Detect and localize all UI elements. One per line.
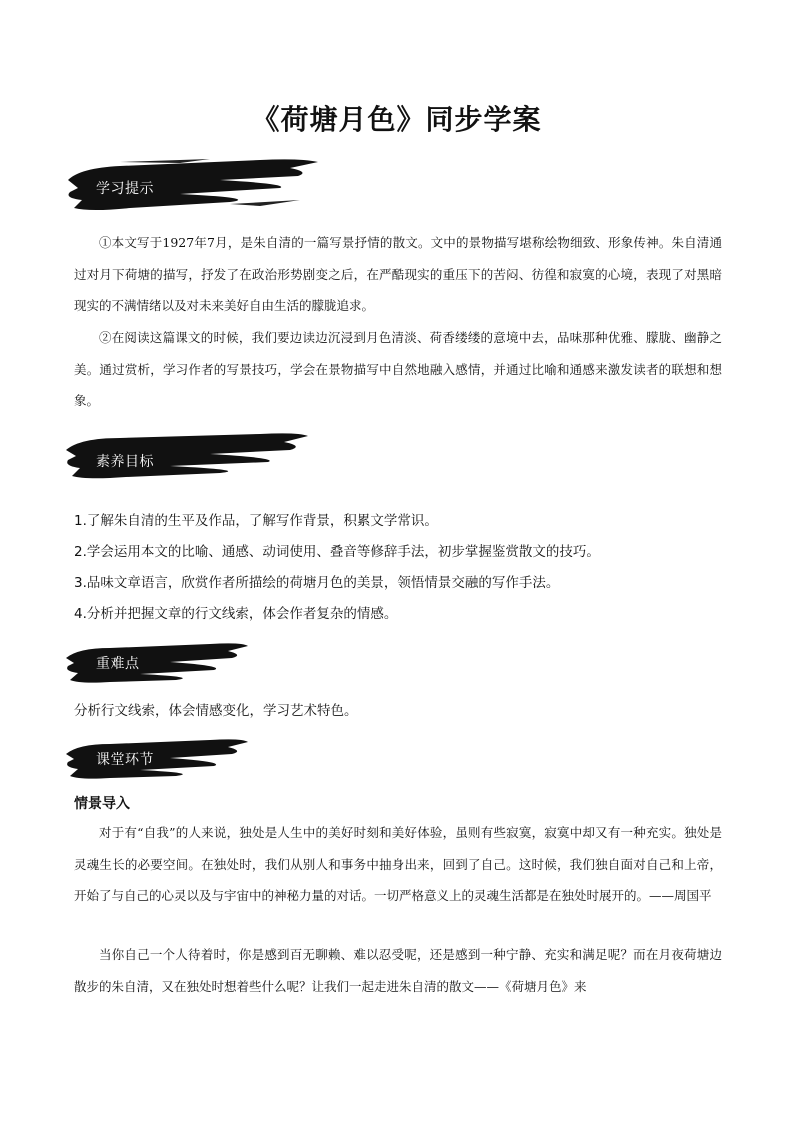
section-heading-key: 重难点 <box>96 656 140 672</box>
brush-stroke-icon <box>60 736 250 780</box>
goals-list <box>74 506 734 630</box>
page-title: 《荷塘月色》同步学案 <box>251 103 542 136</box>
list-item: 2.学会运用本文的比喻、通感、动词使用、叠音等修辞手法，初步掌握鉴赏散文的技巧。 <box>74 544 600 560</box>
section-banner-tips <box>60 158 320 212</box>
section-heading-tips: 学习提示 <box>96 181 154 197</box>
subsection-heading: 情景导入 <box>74 796 130 812</box>
section-banner-goals <box>60 430 310 480</box>
key-text: 分析行文线索，体会情感变化，学习艺术特色。 <box>74 703 358 719</box>
class-paragraph-2: 当你自己一个人待着时，你是感到百无聊赖、难以忍受呢，还是感到一种宁静、充实和满足呢？而在月夜荷塘边散步的朱自清，又在独处时想着些什么呢？让我们一起走进朱自清的散文——《荷塘月色》来 <box>74 947 722 994</box>
section-banner-class <box>60 736 250 780</box>
class-paragraph-1: 对于有“自我”的人来说，独处是人生中的美好时刻和美好体验，虽则有些寂寞，寂寞中却又有一种充实。独处是灵魂生长的必要空间。在独处时，我们从别人和事务中抽身出来，回到了自己。这时候，我们独自面对自己和上帝，开始了与自己的心灵以及与宇宙中的神秘力量的对话。一切严格意义上的灵魂生活都是在独处时展开的。——周国平 <box>74 825 722 903</box>
brush-stroke-icon <box>60 640 250 684</box>
section-banner-key <box>60 640 250 684</box>
tips-paragraph-1: ①本文写于1927年7月，是朱自清的一篇写景抒情的散文。文中的景物描写堪称绘物细致、形象传神。朱自清通过对月下荷塘的描写，抒发了在政治形势剧变之后，在严酷现实的重压下的苦闷、彷徨和寂寞的心境，表现了对黑暗现实的不满情绪以及对未来美好自由生活的朦胧追求。 <box>74 235 722 313</box>
list-item: 4.分析并把握文章的行文线索，体会作者复杂的情感。 <box>74 606 398 622</box>
tips-paragraph-2: ②在阅读这篇课文的时候，我们要边读边沉浸到月色清淡、荷香缕缕的意境中去，品味那种优雅、朦胧、幽静之美。通过赏析，学习作者的写景技巧，学会在景物描写中自然地融入感情，并通过比喻和通感来激发读者的联想和想象。 <box>74 330 722 408</box>
list-item: 3.品味文章语言，欣赏作者所描绘的荷塘月色的美景，领悟情景交融的写作手法。 <box>74 575 560 591</box>
section-heading-class: 课堂环节 <box>96 752 154 768</box>
list-item: 1.了解朱自清的生平及作品，了解写作背景，积累文学常识。 <box>74 513 438 529</box>
section-heading-goals: 素养目标 <box>96 454 154 470</box>
